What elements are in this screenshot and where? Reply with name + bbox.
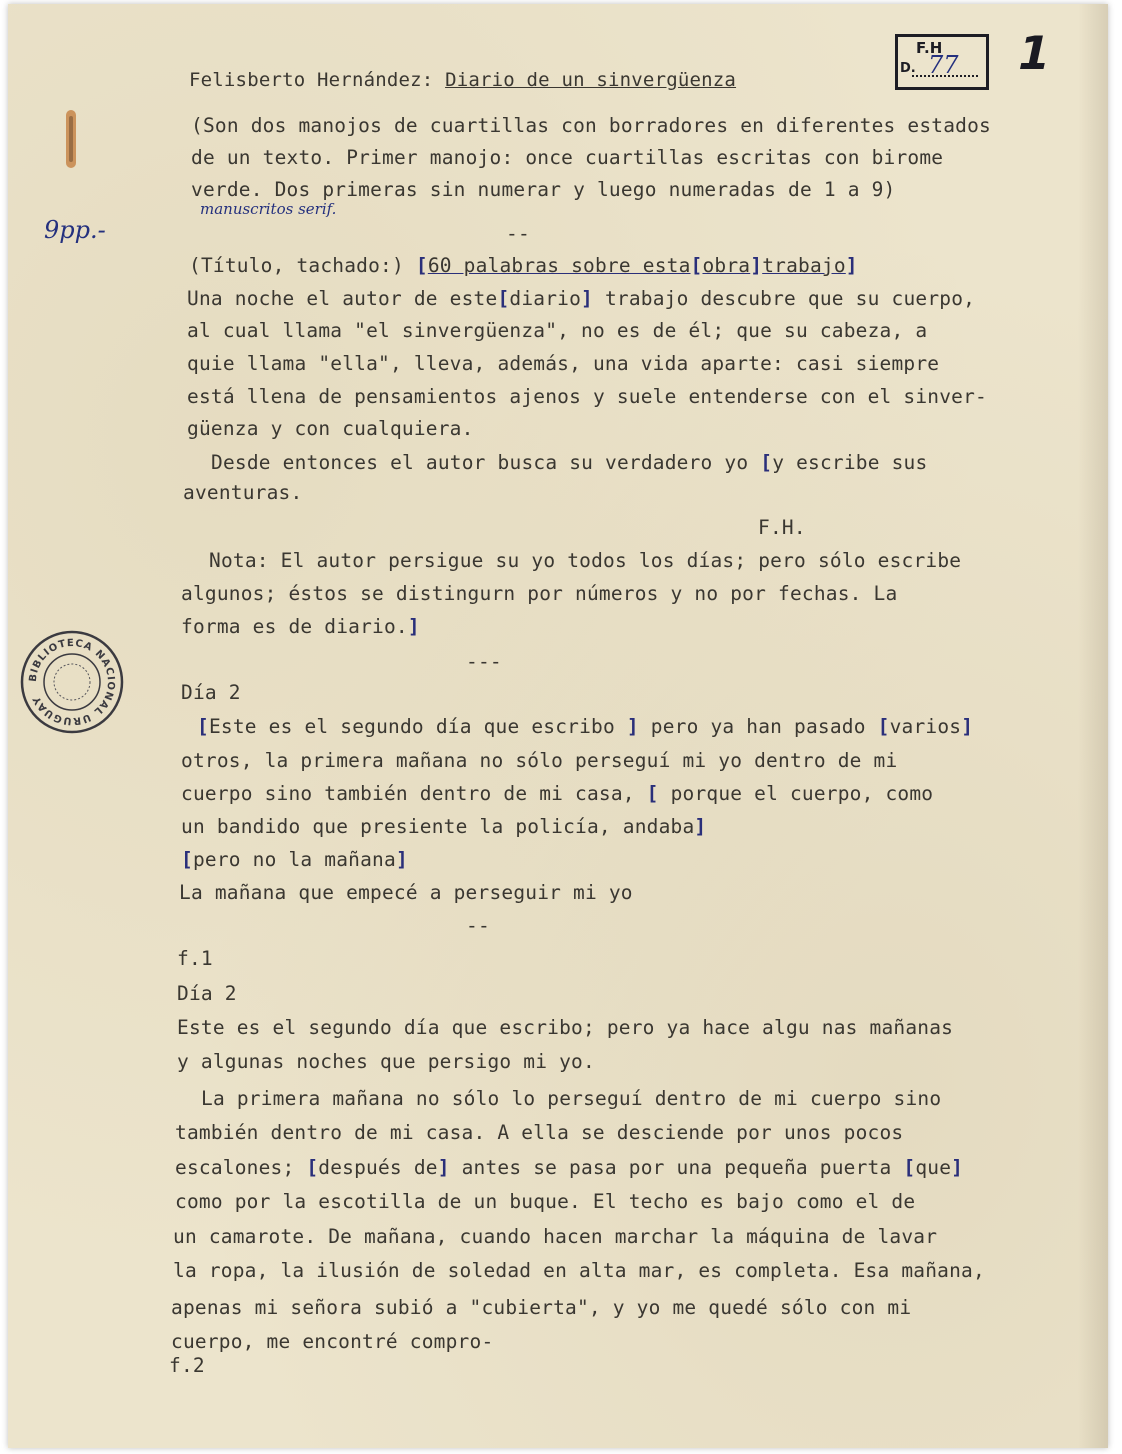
stamp-dotted-line <box>912 75 978 77</box>
final-line-9: apenas mi señora subió a "cubierta", y yo me quedé sólo con mi <box>171 1296 912 1319</box>
bracket-close-icon: ] <box>437 1156 450 1179</box>
stamp-number: 77 <box>928 51 959 79</box>
p2-text-b: y escribe sus <box>772 451 928 474</box>
bracket-close-icon: ] <box>961 715 974 738</box>
archive-stamp <box>895 34 989 90</box>
final-line-5 <box>175 1156 963 1180</box>
seal-text: BIBLIOTECA NACIONAL URUGUAY <box>27 637 117 727</box>
intro-line-2: de un texto. Primer manojo: once cuartillas escritas con birome <box>191 146 944 169</box>
draft-line-3 <box>181 782 933 806</box>
intro-line-1: (Son dos manojos de cuartillas con borradores en diferentes estados <box>191 114 991 137</box>
draft-text-3b: porque el cuerpo, como <box>658 782 934 805</box>
p1-bracket-word: diario <box>509 287 582 310</box>
bracket-open-icon: [ <box>903 1156 916 1179</box>
draft-text-b: pero ya han pasado <box>638 715 878 738</box>
bracket-close-icon: ] <box>845 254 858 277</box>
document-title <box>189 68 736 92</box>
bracket-close-icon: ] <box>750 254 763 277</box>
day-heading: Día 2 <box>177 982 237 1005</box>
bracket-open-icon: [ <box>181 848 193 871</box>
svg-text:BIBLIOTECA NACIONAL URUGUAY <box>28 638 116 726</box>
day-heading-draft: Día 2 <box>181 681 241 704</box>
draft-text-a: Este es el segundo día que escribo <box>208 715 627 738</box>
bracket-open-icon: [ <box>877 715 890 738</box>
final-text-5d: que <box>915 1156 952 1179</box>
bracket-open-icon: [ <box>497 287 510 310</box>
final-line-4: también dentro de mi casa. A ella se desciende por unos pocos <box>175 1121 904 1144</box>
paragraph-2-line-2: aventuras. <box>183 481 303 504</box>
bracket-close-icon: ] <box>951 1156 964 1179</box>
folio-marker-1: f.1 <box>177 947 213 970</box>
bracket-open-icon: [ <box>760 451 773 474</box>
draft-line-1 <box>197 715 973 739</box>
bracket-open-icon: [ <box>415 254 428 277</box>
struck-title-part-2: trabajo <box>762 254 846 277</box>
draft-line-2: otros, la primera mañana no sólo perseguí mi yo dentro de mi <box>181 749 898 772</box>
title-work: Diario de un sinvergüenza <box>445 69 737 91</box>
intro-line-3: verde. Dos primeras sin numerar y luego numeradas de 1 a 9) <box>191 178 896 201</box>
struck-title-bracket-word: obra <box>702 254 751 277</box>
stamp-initials: F.H <box>916 39 943 57</box>
draft-line-5 <box>181 848 408 872</box>
bracket-close-icon: ] <box>395 848 408 871</box>
note-text: forma es de diario. <box>181 615 408 638</box>
signature-initials: F.H. <box>758 516 806 539</box>
bracket-close-icon: ] <box>694 815 707 838</box>
separator-1: -- <box>506 222 530 245</box>
paragraph-1-line-1 <box>187 287 975 311</box>
note-line-1: Nota: El autor persigue su yo todos los días; pero sólo escribe <box>209 549 962 572</box>
folio-marker-2: f.2 <box>169 1354 205 1377</box>
bracket-open-icon: [ <box>690 254 703 277</box>
p1-text-c: trabajo descubre que su cuerpo, <box>593 287 976 310</box>
separator-3: -- <box>466 914 490 937</box>
draft-text-5: pero no la mañana <box>192 848 396 871</box>
final-line-7: un camarote. De mañana, cuando hacen marchar la máquina de lavar <box>173 1225 938 1248</box>
stamp-d-label: D. <box>900 61 916 76</box>
draft-text-4: un bandido que presiente la policía, andaba <box>181 815 695 838</box>
manuscript-page <box>8 4 1108 1448</box>
note-line-2: algunos; éstos se distingurn por números y no por fechas. La <box>181 582 898 605</box>
draft-text-3a: cuerpo sino también dentro de mi casa, <box>181 782 647 805</box>
final-text-5b: después de <box>318 1156 438 1179</box>
draft-line-4 <box>181 815 706 839</box>
paragraph-1-line-3: quie llama "ella", lleva, además, una vida aparte: casi siempre <box>187 352 940 375</box>
paragraph-1-line-4: está llena de pensamientos ajenos y suele entenderse con el sinver- <box>187 385 987 408</box>
note-line-3 <box>181 615 420 639</box>
final-line-6: como por la escotilla de un buque. El techo es bajo como el de <box>175 1190 916 1213</box>
final-line-10: cuerpo, me encontré compro- <box>171 1330 494 1353</box>
margin-page-count: 9pp.- <box>44 216 106 244</box>
struck-title-prefix: (Título, tachado:) <box>189 254 416 277</box>
p2-text-a: Desde entonces el autor busca su verdadero yo <box>211 451 761 474</box>
paragraph-1-line-5: güenza y con cualquiera. <box>187 417 474 440</box>
bracket-open-icon: [ <box>197 715 209 738</box>
final-line-3: La primera mañana no sólo lo perseguí dentro de mi cuerpo sino <box>201 1087 942 1110</box>
bracket-close-icon: ] <box>626 715 639 738</box>
handwritten-note: manuscritos serif. <box>200 200 337 218</box>
struck-title-part-1: 60 palabras sobre esta <box>427 254 691 277</box>
separator-2: --- <box>466 650 502 673</box>
final-line-2: y algunas noches que persigo mi yo. <box>177 1050 595 1073</box>
bracket-open-icon: [ <box>646 782 659 805</box>
final-line-8: la ropa, la ilusión de soledad en alta mar, es completa. Esa mañana, <box>173 1259 985 1282</box>
draft-line-6: La mañana que empecé a perseguir mi yo <box>179 881 633 904</box>
title-author: Felisberto Hernández: <box>189 69 446 91</box>
paragraph-1-line-2: al cual llama "el sinvergüenza", no es de él; que su cabeza, a <box>187 319 928 342</box>
draft-text-c: varios <box>889 715 962 738</box>
bracket-close-icon: ] <box>407 615 420 638</box>
page-number: 1 <box>1012 26 1056 80</box>
bracket-close-icon: ] <box>581 287 593 310</box>
paragraph-2-line-1 <box>211 451 927 475</box>
library-seal <box>18 628 126 736</box>
bracket-open-icon: [ <box>306 1156 319 1179</box>
p1-text-a: Una noche el autor de este <box>187 287 498 310</box>
final-line-1: Este es el segundo día que escribo; pero ya hace algu nas mañanas <box>177 1016 954 1039</box>
paper-tear-mark <box>66 110 76 168</box>
struck-title-line <box>189 254 858 278</box>
final-text-5a: escalones; <box>175 1156 307 1179</box>
final-text-5c: antes se pasa por una pequeña puerta <box>449 1156 904 1179</box>
